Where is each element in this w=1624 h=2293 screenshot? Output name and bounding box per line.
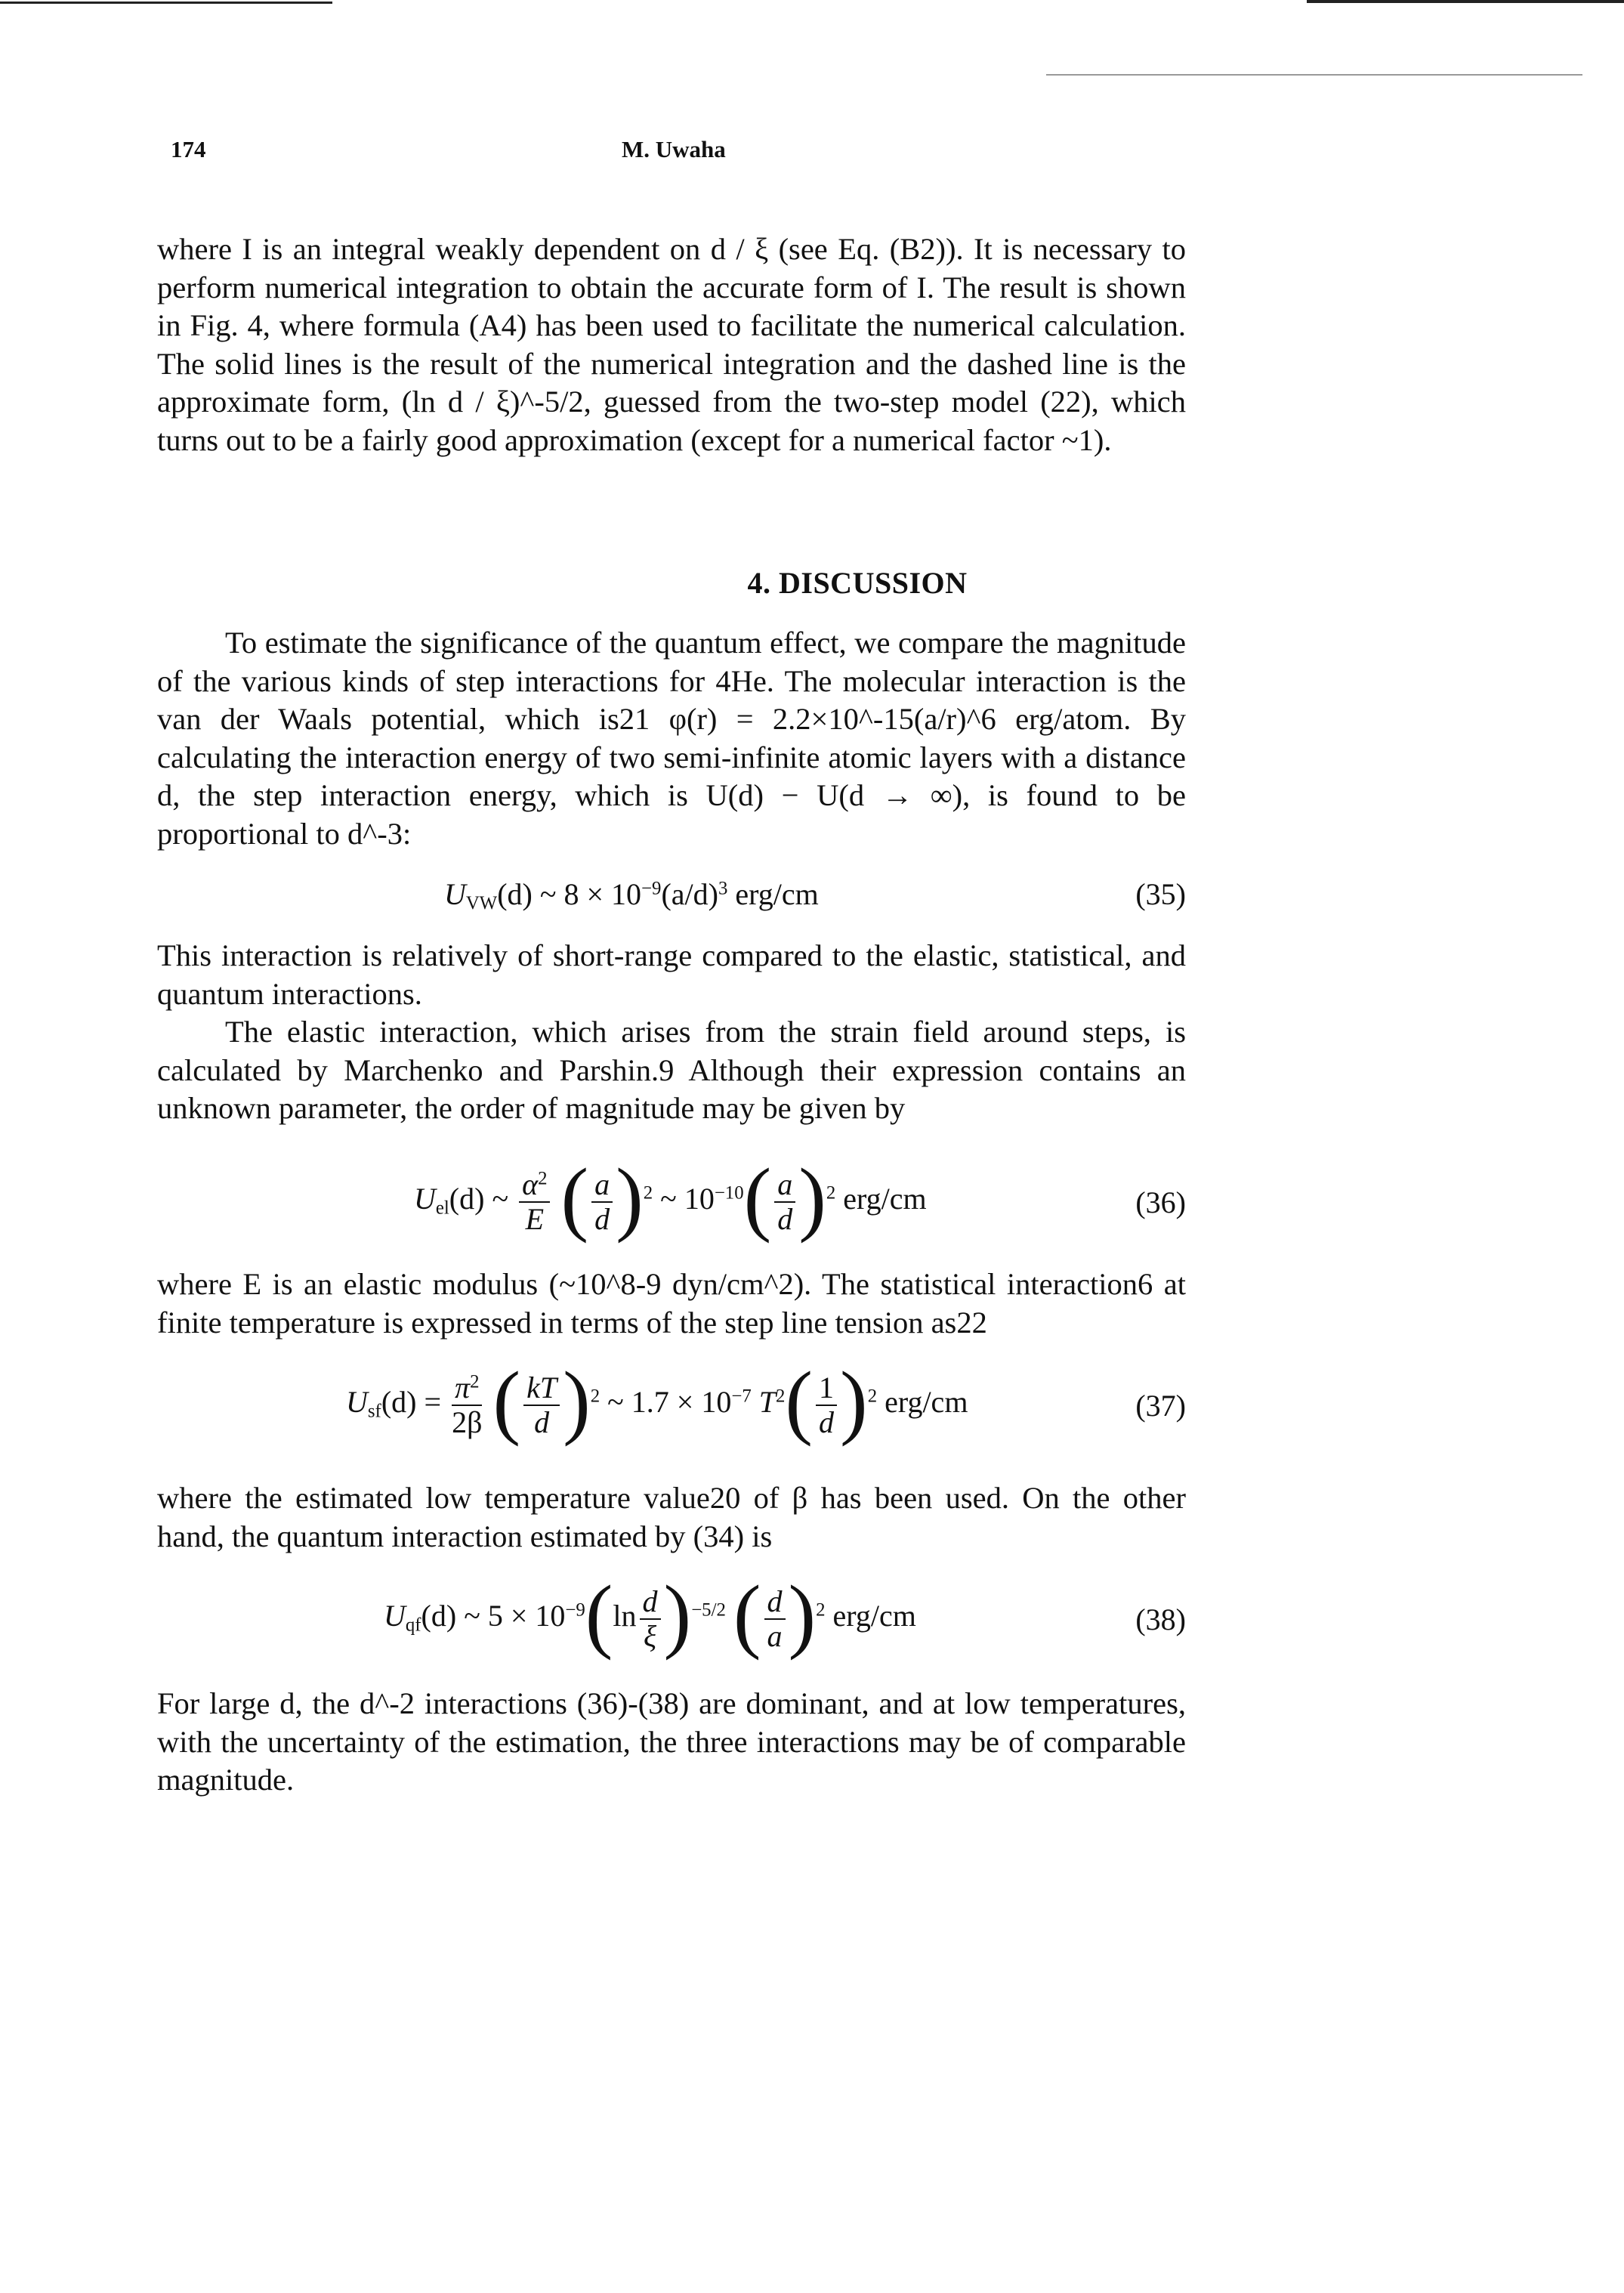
equation-38-body: $U_{qf}(d)$ ~ $5 \times 10^{-9}(\ln$ $\frac{d}{\xi}$ )$^{-5/2}$ ( $\frac{d}{a}$ )$^2$ erg/cm <box>384 1568 916 1661</box>
eq35-sub: VW <box>465 893 498 914</box>
eq37-t-exp: 2 <box>776 1386 786 1407</box>
eq36-den: E <box>525 1202 544 1236</box>
equation-35-number: (35) <box>1135 877 1186 911</box>
paragraph-7 <box>157 1685 1186 1800</box>
eq37-lhs: U <box>346 1385 368 1420</box>
eq35-unit: erg/cm <box>727 877 819 911</box>
eq38-f1d: ξ <box>643 1619 657 1653</box>
paragraph-6-text: where the estimated low temperature value20 of β has been used. On the other hand, the quantum interaction estimated by (34) is <box>157 1481 1186 1553</box>
eq38-frac2 <box>764 1585 786 1653</box>
eq37-f3n: 1 <box>819 1371 835 1405</box>
scan-line-top-right <box>1307 0 1624 3</box>
eq37-f3d: d <box>819 1405 835 1439</box>
eq36-num: α <box>522 1167 539 1201</box>
eq37-p2: 2 <box>590 1386 601 1407</box>
paragraph-3-text: This interaction is relatively of short-range compared to the elastic, statistical, and quantum interactions. <box>157 938 1186 1011</box>
eq38-lhs: U <box>384 1599 406 1633</box>
eq36-p3: 2 <box>826 1182 836 1204</box>
eq37-f2d: d <box>534 1405 550 1439</box>
eq36-arg: (d) ~ <box>449 1182 509 1216</box>
paragraph-1-text: where I is an integral weakly dependent on d / ξ (see Eq. (B2)). It is necessary to perform numerical integration to obtain the accurate form of I. The result is shown in Fig. 4, where formula (A4) has been used to facilitate the numerical calculation. The solid lines is the result of the numerical integration and the dashed line is the approximate form, (ln d / ξ)^-5/2, guessed from the two-step model (22), which turns out to be a fairly good approximation (except for a numerical factor ~1). <box>157 232 1186 457</box>
eq35-exp2: 3 <box>718 878 728 899</box>
section-title: 4. DISCUSSION <box>747 566 968 600</box>
eq37-den: 2β <box>452 1405 483 1439</box>
equation-35 <box>157 876 1186 937</box>
eq37-num: π <box>455 1371 471 1405</box>
eq37-frac2 <box>523 1371 560 1439</box>
eq37-unit: erg/cm <box>885 1385 968 1420</box>
equation-37-body: $U_{sf}(d)$ = $\frac{\pi^2}{2\beta}$ ( $\frac{kT}{d}$ )$^2$ ~ $1.7 \times 10^{-7}$ $T^2$( $\frac{1}{d}$ )$^2$ erg/cm <box>346 1355 968 1447</box>
eq37-t: T <box>758 1385 776 1420</box>
eq35-rest: (a/d) <box>661 877 718 911</box>
eq38-arg: (d) ~ 5 × 10 <box>421 1599 566 1633</box>
paragraph-3 <box>157 937 1186 1128</box>
running-head-author: M. Uwaha <box>622 136 726 162</box>
equation-36-number: (36) <box>1135 1185 1186 1219</box>
eq35-exp: −9 <box>641 878 662 899</box>
paragraph-7-text: For large d, the d^-2 interactions (36)-(38) are dominant, and at low temperatures, with the uncertainty of the estimation, the three interactions may be of comparable magnitude. <box>157 1686 1186 1797</box>
paragraph-6 <box>157 1479 1186 1556</box>
equation-38 <box>157 1568 1186 1668</box>
equation-36 <box>157 1151 1186 1251</box>
paragraph-2 <box>157 624 1186 853</box>
eq36-p2: 2 <box>643 1182 653 1204</box>
eq37-sub: sf <box>367 1401 381 1422</box>
eq38-p1: −5/2 <box>691 1599 726 1621</box>
eq36-mid: ~ 10 <box>660 1182 715 1216</box>
scan-line-rule <box>1046 74 1582 76</box>
eq36-f3d: d <box>777 1202 793 1236</box>
eq36-f2n: a <box>594 1167 610 1201</box>
page-number: 174 <box>171 136 206 162</box>
eq37-frac1 <box>452 1371 482 1439</box>
eq37-mid: ~ 1.7 × 10 <box>607 1385 732 1420</box>
eq36-f2d: d <box>594 1202 610 1236</box>
eq38-sub: qf <box>405 1615 421 1636</box>
paragraph-2-text: To estimate the significance of the quantum effect, we compare the magnitude of the various kinds of step interactions for 4He. The molecular interaction is the van der Waals potential, which is21 φ(r) = 2.2×10^-15(a/r)^6 erg/atom. By calculating the interaction energy of two semi-infinite atomic layers with a distance d, the step interaction energy, which is U(d) − U(d → ∞), is found to be proportional to d^-3: <box>157 626 1186 851</box>
eq38-ln: ln <box>613 1599 637 1633</box>
paragraph-5 <box>157 1265 1186 1342</box>
eq37-frac3 <box>816 1371 837 1439</box>
eq36-frac1 <box>519 1168 550 1236</box>
equation-37-number: (37) <box>1135 1389 1186 1423</box>
eq38-unit: erg/cm <box>832 1599 916 1633</box>
eq37-num-exp: 2 <box>470 1371 480 1392</box>
equation-36-body: $U_{el}(d)$ ~ $\frac{\alpha^2}{E}$ ( $\frac{a}{d}$ )$^2$ ~ $10^{-10}$( $\frac{a}{d}$ )$^2$ erg/cm <box>414 1151 927 1244</box>
eq37-mid-exp: −7 <box>731 1386 752 1407</box>
eq36-frac3 <box>774 1168 795 1236</box>
eq37-arg: (d) = <box>381 1385 442 1420</box>
eq38-f2d: a <box>767 1619 783 1653</box>
eq38-f2n: d <box>767 1584 783 1618</box>
eq37-p3: 2 <box>867 1386 878 1407</box>
eq38-p2: 2 <box>816 1599 826 1621</box>
eq36-frac2 <box>591 1168 613 1236</box>
eq37-f2n: kT <box>526 1371 557 1405</box>
paragraph-5-text: where E is an elastic modulus (~10^8-9 dyn/cm^2). The statistical interaction6 at finite temperature is expressed in terms of the step line tension as22 <box>157 1267 1186 1340</box>
eq35-lhs: U <box>444 877 466 911</box>
eq36-sub: el <box>435 1197 449 1219</box>
eq38-frac1 <box>640 1585 661 1653</box>
eq38-arg-exp: −9 <box>565 1599 585 1621</box>
equation-37 <box>157 1355 1186 1454</box>
equation-38-number: (38) <box>1135 1602 1186 1636</box>
eq36-f3n: a <box>777 1167 793 1201</box>
eq38-f1n: d <box>642 1584 658 1618</box>
paragraph-4-text: The elastic interaction, which arises from the strain field around steps, is calculated by Marchenko and Parshin.9 Although their expression contains an unknown parameter, the order of magnitude may be given by <box>157 1015 1186 1125</box>
eq35-rhs: (d) ~ 8 × 10 <box>497 877 642 911</box>
paragraph-1 <box>157 230 1186 459</box>
scan-line-top-left <box>0 2 332 4</box>
eq36-unit: erg/cm <box>843 1182 927 1216</box>
eq36-lhs: U <box>414 1182 436 1216</box>
eq36-mid-exp: −10 <box>714 1182 744 1204</box>
eq36-num-exp: 2 <box>538 1168 548 1189</box>
equation-35-body <box>444 876 819 912</box>
